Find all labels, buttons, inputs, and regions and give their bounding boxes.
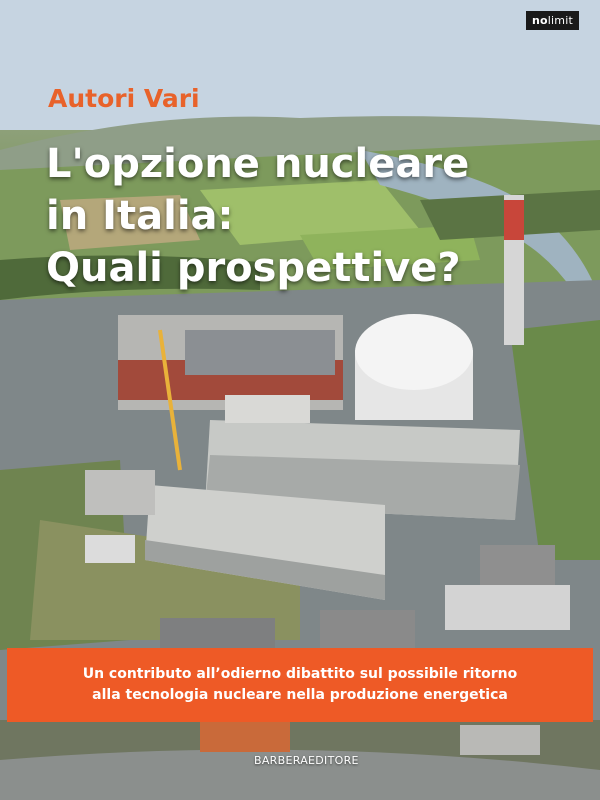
subtitle-line-2: alla tecnologia nucleare nella produzione energetica [92, 687, 508, 703]
series-logo [526, 11, 579, 30]
author-name: Autori Vari [48, 84, 200, 113]
book-title [46, 138, 469, 294]
series-logo-rest: limit [547, 14, 573, 27]
subtitle-line-1: Un contributo all’odierno dibattito sul possibile ritorno [82, 666, 518, 682]
title-line-3: Quali prospettive? [46, 245, 461, 291]
series-logo-bold: no [532, 14, 548, 27]
title-line-2: in Italia: [46, 193, 234, 239]
subtitle-band [7, 648, 593, 722]
publisher-name: BARBERAEDITORE [254, 754, 359, 767]
title-line-1: L'opzione nucleare [46, 141, 470, 187]
